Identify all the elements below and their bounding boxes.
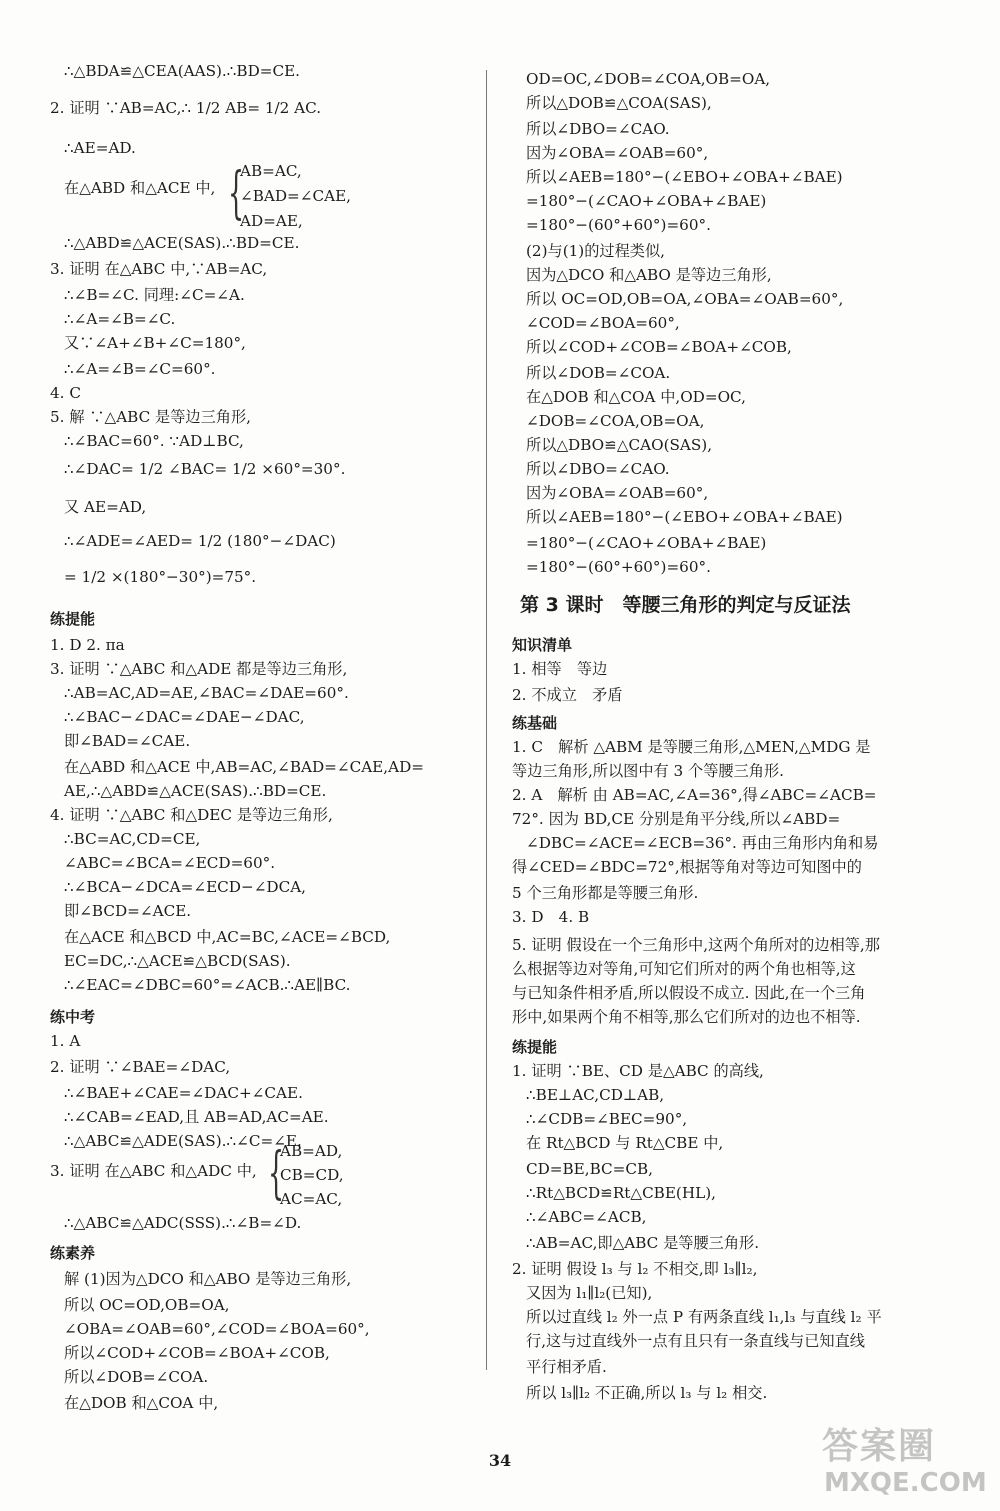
left-line-4: AB=AC, bbox=[240, 162, 302, 180]
watermark-logo: 答案圈 bbox=[822, 1426, 937, 1467]
right-line-44: ∴Rt△BCD≌Rt△CBE(HL), bbox=[526, 1184, 716, 1202]
right-line-16: 所以∠DBO=∠CAO. bbox=[526, 460, 670, 478]
left-line-19: = 1/2 ×(180°−30°)=75°. bbox=[64, 568, 257, 586]
left-line-27: AE,∴△ABD≌△ACE(SAS).∴BD=CE. bbox=[64, 782, 327, 800]
left-line-39: ∴∠BAE+∠CAE=∠DAC+∠CAE. bbox=[64, 1084, 303, 1102]
left-line-41: ∴△ABC≌△ADE(SAS).∴∠C=∠E. bbox=[64, 1132, 302, 1150]
right-line-25: 练基础 bbox=[512, 714, 558, 732]
left-line-18: ∴∠ADE=∠AED= 1/2 (180°−∠DAC) bbox=[64, 532, 336, 550]
right-line-42: 在 Rt△BCD 与 Rt△CBE 中, bbox=[526, 1134, 724, 1152]
right-line-45: ∴∠ABC=∠ACB, bbox=[526, 1208, 647, 1226]
left-line-14: 5. 解 ∵△ABC 是等边三角形, bbox=[50, 408, 252, 426]
left-line-6: AD=AE, bbox=[240, 212, 303, 230]
right-line-40: ∴BE⊥AC,CD⊥AB, bbox=[526, 1086, 665, 1104]
left-line-29: ∴BC=AC,CD=CE, bbox=[64, 830, 201, 848]
left-line-2: ∴AE=AD. bbox=[64, 139, 136, 157]
right-line-14: ∠DOB=∠COA,OB=OA, bbox=[526, 412, 705, 430]
left-line-30: ∠ABC=∠BCA=∠ECD=60°. bbox=[64, 854, 276, 872]
left-line-35: ∴∠EAC=∠DBC=60°=∠ACB.∴AE∥BC. bbox=[64, 976, 351, 994]
right-line-52: 所以 l₃∥l₂ 不正确,所以 l₃ 与 l₂ 相交. bbox=[526, 1384, 768, 1402]
left-line-44: CB=CD, bbox=[280, 1166, 344, 1184]
left-line-26: 在△ABD 和△ACE 中,AB=AC,∠BAD=∠CAE,AD= bbox=[64, 758, 424, 776]
left-line-34: EC=DC,∴△ACE≌△BCD(SAS). bbox=[64, 952, 291, 970]
right-line-8: 因为△DCO 和△ABO 是等边三角形, bbox=[526, 266, 772, 284]
right-line-22: 知识清单 bbox=[512, 636, 573, 654]
right-line-1: 所以△DOB≌△COA(SAS), bbox=[526, 94, 712, 112]
left-line-37: 1. A bbox=[50, 1032, 81, 1050]
left-line-48: 解 (1)因为△DCO 和△ABO 是等边三角形, bbox=[64, 1270, 352, 1288]
left-line-17: 又 AE=AD, bbox=[64, 498, 147, 516]
right-line-49: 所以过直线 l₂ 外一点 P 有两条直线 l₁,l₃ 与直线 l₂ 平 bbox=[526, 1308, 882, 1326]
left-line-0: ∴△BDA≌△CEA(AAS).∴BD=CE. bbox=[64, 62, 301, 80]
brace-sas: { bbox=[228, 161, 245, 226]
left-line-46: ∴△ABC≌△ADC(SSS).∴∠B=∠D. bbox=[64, 1214, 302, 1232]
right-line-36: 与已知条件相矛盾,所以假设不成立. 因此,在一个三角 bbox=[512, 984, 866, 1002]
right-line-24: 2. 不成立 矛盾 bbox=[512, 686, 623, 704]
right-line-15: 所以△DBO≌△CAO(SAS), bbox=[526, 436, 713, 454]
right-line-34: 5. 证明 假设在一个三角形中,这两个角所对的边相等,那 bbox=[512, 936, 880, 954]
right-line-20: =180°−(60°+60°)=60°. bbox=[526, 558, 711, 576]
left-line-1: 2. 证明 ∵AB=AC,∴ 1/2 AB= 1/2 AC. bbox=[50, 99, 322, 117]
left-line-32: 即∠BCD=∠ACE. bbox=[64, 902, 192, 920]
right-line-33: 3. D 4. B bbox=[512, 908, 590, 926]
right-line-37: 形中,如果两个角不相等,那么它们所对的边也不相等. bbox=[512, 1008, 861, 1026]
right-line-23: 1. 相等 等边 bbox=[512, 660, 608, 678]
left-line-22: 3. 证明 ∵△ABC 和△ADE 都是等边三角形, bbox=[50, 660, 348, 678]
brace-sss: { bbox=[268, 1141, 285, 1206]
right-line-7: (2)与(1)的过程类似, bbox=[526, 242, 665, 260]
left-line-3: 在△ABD 和△ACE 中, bbox=[64, 179, 216, 197]
page-number: 34 bbox=[488, 1451, 512, 1470]
right-line-12: 所以∠DOB=∠COA. bbox=[526, 364, 671, 382]
right-line-6: =180°−(60°+60°)=60°. bbox=[526, 216, 711, 234]
right-line-0: OD=OC,∠DOB=∠COA,OB=OA, bbox=[526, 70, 771, 88]
right-line-30: ∠DBC=∠ACE=∠ECB=36°. 再由三角形内角和易 bbox=[526, 834, 879, 852]
watermark-url: MXQE.COM bbox=[824, 1468, 987, 1498]
left-line-23: ∴AB=AC,AD=AE,∠BAC=∠DAE=60°. bbox=[64, 684, 349, 702]
left-line-13: 4. C bbox=[50, 384, 81, 402]
left-line-11: 又∵∠A+∠B+∠C=180°, bbox=[64, 334, 246, 352]
left-line-52: 所以∠DOB=∠COA. bbox=[64, 1368, 209, 1386]
left-line-45: AC=AC, bbox=[280, 1190, 343, 1208]
column-divider bbox=[486, 70, 487, 1370]
left-line-53: 在△DOB 和△COA 中, bbox=[64, 1394, 219, 1412]
right-line-18: 所以∠AEB=180°−(∠EBO+∠OBA+∠BAE) bbox=[526, 508, 843, 526]
left-line-40: ∴∠CAB=∠EAD,且 AB=AD,AC=AE. bbox=[64, 1108, 329, 1126]
right-line-3: 因为∠OBA=∠OAB=60°, bbox=[526, 144, 709, 162]
right-line-9: 所以 OC=OD,OB=OA,∠OBA=∠OAB=60°, bbox=[526, 290, 844, 308]
right-line-4: 所以∠AEB=180°−(∠EBO+∠OBA+∠BAE) bbox=[526, 168, 843, 186]
right-line-43: CD=BE,BC=CB, bbox=[526, 1160, 653, 1178]
left-line-9: ∴∠B=∠C. 同理:∠C=∠A. bbox=[64, 286, 245, 304]
left-line-28: 4. 证明 ∵△ABC 和△DEC 是等边三角形, bbox=[50, 806, 333, 824]
right-line-19: =180°−(∠CAO+∠OBA+∠BAE) bbox=[526, 534, 767, 552]
right-line-41: ∴∠CDB=∠BEC=90°, bbox=[526, 1110, 688, 1128]
right-line-29: 72°. 因为 BD,CE 分别是角平分线,所以∠ABD= bbox=[512, 810, 841, 828]
right-line-26: 1. C 解析 △ABM 是等腰三角形,△MEN,△MDG 是 bbox=[512, 738, 871, 756]
right-line-35: 么根据等边对等角,可知它们所对的两个角也相等,这 bbox=[512, 960, 856, 978]
right-line-17: 因为∠OBA=∠OAB=60°, bbox=[526, 484, 709, 502]
left-line-43: AB=AD, bbox=[280, 1142, 343, 1160]
right-line-21: 第 3 课时 等腰三角形的判定与反证法 bbox=[520, 594, 851, 616]
left-line-8: 3. 证明 在△ABC 中,∵AB=AC, bbox=[50, 260, 268, 278]
left-line-15: ∴∠BAC=60°. ∵AD⊥BC, bbox=[64, 432, 244, 450]
left-line-49: 所以 OC=OD,OB=OA, bbox=[64, 1296, 230, 1314]
right-line-38: 练提能 bbox=[512, 1038, 558, 1056]
left-line-10: ∴∠A=∠B=∠C. bbox=[64, 310, 176, 328]
left-line-7: ∴△ABD≌△ACE(SAS).∴BD=CE. bbox=[64, 234, 300, 252]
left-line-33: 在△ACE 和△BCD 中,AC=BC,∠ACE=∠BCD, bbox=[64, 928, 391, 946]
right-line-50: 行,这与过直线外一点有且只有一条直线与已知直线 bbox=[526, 1332, 865, 1350]
right-line-11: 所以∠COD+∠COB=∠BOA+∠COB, bbox=[526, 338, 792, 356]
right-line-51: 平行相矛盾. bbox=[526, 1358, 607, 1376]
left-line-47: 练素养 bbox=[50, 1244, 96, 1262]
right-line-32: 5 个三角形都是等腰三角形. bbox=[512, 884, 699, 902]
right-line-46: ∴AB=AC,即△ABC 是等腰三角形. bbox=[526, 1234, 760, 1252]
left-line-38: 2. 证明 ∵∠BAE=∠DAC, bbox=[50, 1058, 231, 1076]
left-line-50: ∠OBA=∠OAB=60°,∠COD=∠BOA=60°, bbox=[64, 1320, 370, 1338]
left-line-31: ∴∠BCA−∠DCA=∠ECD−∠DCA, bbox=[64, 878, 307, 896]
right-line-28: 2. A 解析 由 AB=AC,∠A=36°,得∠ABC=∠ACB= bbox=[512, 786, 877, 804]
left-line-20: 练提能 bbox=[50, 610, 96, 628]
right-line-31: 得∠CED=∠BDC=72°,根据等角对等边可知图中的 bbox=[512, 858, 862, 876]
left-line-5: ∠BAD=∠CAE, bbox=[240, 187, 351, 205]
watermark bbox=[822, 1418, 987, 1508]
right-line-47: 2. 证明 假设 l₃ 与 l₂ 不相交,即 l₃∥l₂, bbox=[512, 1260, 758, 1278]
right-line-39: 1. 证明 ∵BE、CD 是△ABC 的高线, bbox=[512, 1062, 764, 1080]
left-line-51: 所以∠COD+∠COB=∠BOA+∠COB, bbox=[64, 1344, 330, 1362]
left-line-25: 即∠BAD=∠CAE. bbox=[64, 732, 191, 750]
left-line-12: ∴∠A=∠B=∠C=60°. bbox=[64, 360, 216, 378]
right-line-5: =180°−(∠CAO+∠OBA+∠BAE) bbox=[526, 192, 767, 210]
left-line-42: 3. 证明 在△ABC 和△ADC 中, bbox=[50, 1162, 257, 1180]
left-line-21: 1. D 2. πa bbox=[50, 636, 125, 654]
left-line-24: ∴∠BAC−∠DAC=∠DAE−∠DAC, bbox=[64, 708, 305, 726]
right-line-2: 所以∠DBO=∠CAO. bbox=[526, 120, 670, 138]
right-line-13: 在△DOB 和△COA 中,OD=OC, bbox=[526, 388, 746, 406]
right-line-10: ∠COD=∠BOA=60°, bbox=[526, 314, 680, 332]
right-line-48: 又因为 l₁∥l₂(已知), bbox=[526, 1284, 653, 1302]
left-line-16: ∴∠DAC= 1/2 ∠BAC= 1/2 ×60°=30°. bbox=[64, 460, 346, 478]
right-line-27: 等边三角形,所以图中有 3 个等腰三角形. bbox=[512, 762, 784, 780]
left-line-36: 练中考 bbox=[50, 1008, 96, 1026]
